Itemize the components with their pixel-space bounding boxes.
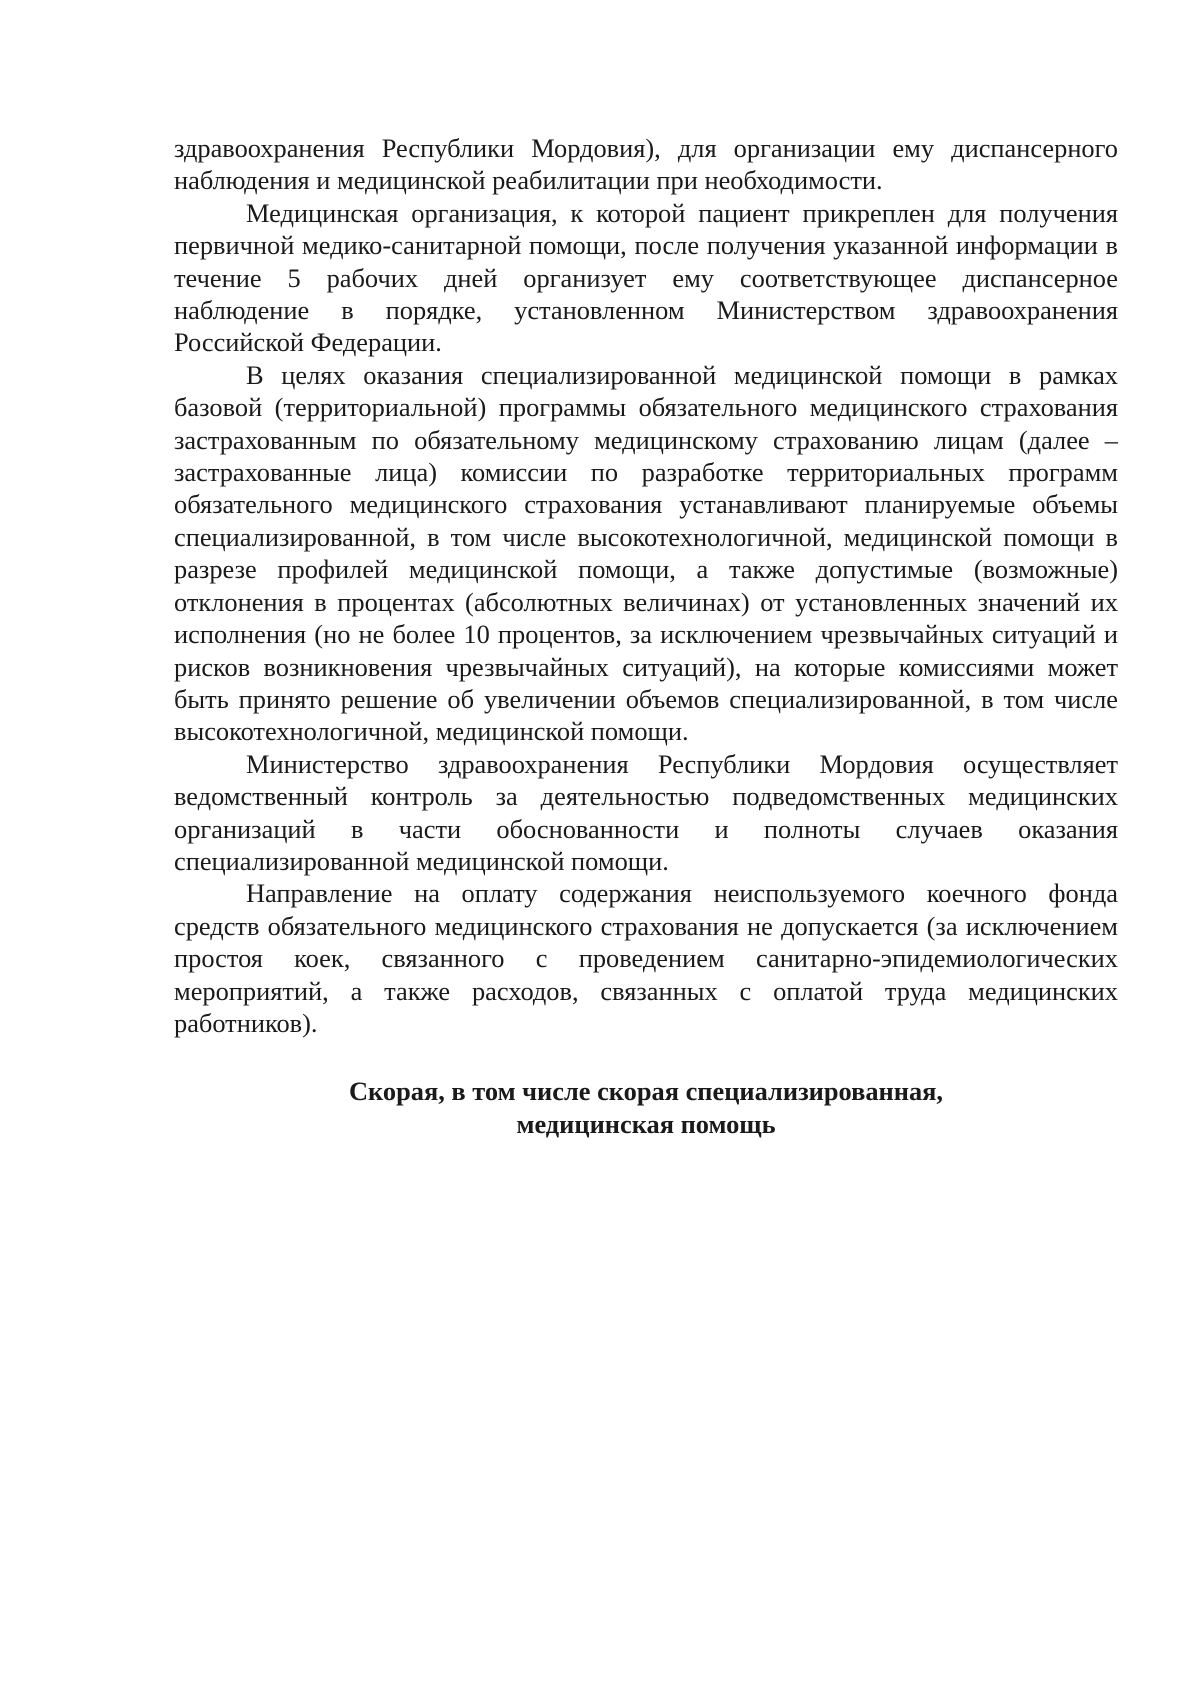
paragraph-continued: здравоохранения Республики Мордовия), для организации ему диспансерного наблюдения и медицинской реабилитации при необходимости. — [174, 133, 1118, 196]
section-heading — [174, 1075, 1118, 1140]
paragraph: Министерство здравоохранения Республики Мордовия осуществляет ведомственный контроль за деятельностью подведомственных медицинских организаций в части обоснованности и полноты случаев оказания специализированной медицинской помощи. — [174, 748, 1118, 876]
section-heading-line: Скорая, в том числе скорая специализированная, — [348, 1076, 944, 1107]
section-heading-line: медицинская помощь — [516, 1108, 776, 1139]
paragraph: Медицинская организация, к которой пациент прикреплен для получения первичной медико-санитарной помощи, после получения указанной информации в течение 5 рабочих дней организует ему соответствующее диспансерное наблюдение в порядке, установленном Министерством здравоохранения Российской Федерации. — [174, 197, 1118, 358]
paragraph: Направление на оплату содержания неиспользуемого коечного фонда средств обязательного медицинского страхования не допускается (за исключением простоя коек, связанного с проведением санитарно-эпидемиологических мероприятий, а также расходов, связанных с оплатой труда медицинских работников). — [174, 878, 1118, 1038]
document-body — [174, 132, 1118, 1168]
paragraph: В целях оказания специализированной медицинской помощи в рамках базовой (территориальной) программы обязательного медицинского страхования застрахованным по обязательному медицинскому страхованию лицам (далее – застрахованные лица) комиссии по разработке территориальных программ обязательного медицинского страхования устанавливают планируемые объемы специализированной, в том числе высокотехнологичной, медицинской помощи в разрезе профилей медицинской помощи, а также допустимые (возможные) отклонения в процентах (абсолютных величинах) от установленных значений их исполнения (но не более 10 процентов, за исключением чрезвычайных ситуаций и рисков возникновения чрезвычайных ситуаций), на которые комиссиями может быть принято решение об увеличении объемов специализированной, в том числе высокотехнологичной, медицинской помощи. — [174, 359, 1118, 747]
